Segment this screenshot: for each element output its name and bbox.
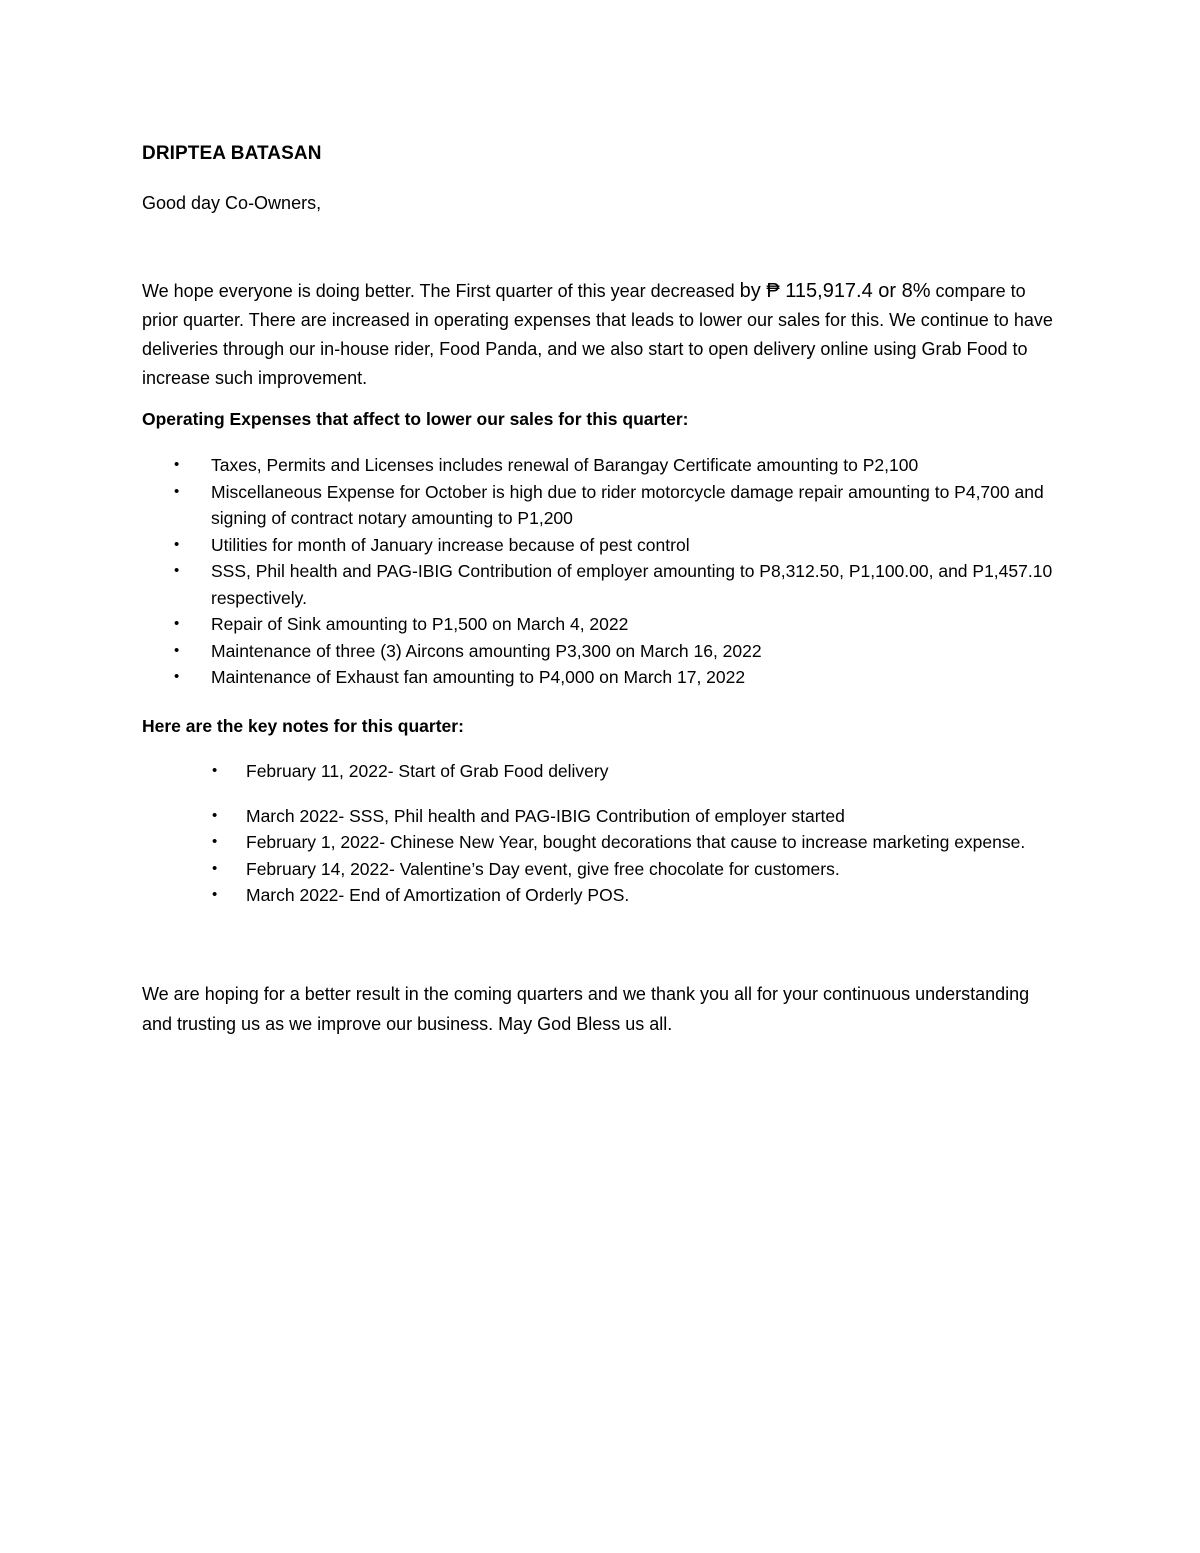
list-item-text: March 2022- SSS, Phil health and PAG-IBIG Contribution of employer started [246,805,845,826]
intro-paragraph [142,277,1062,393]
bullet-icon: • [174,482,180,500]
list-item-text: February 14, 2022- Valentine’s Day event, give free chocolate for customers. [246,858,840,879]
decrease-amount: by ₱ 115,917.4 or 8% [739,280,931,302]
bullet-icon: • [212,806,218,824]
list-item [174,558,1071,611]
document-title: DRIPTEA BATASAN [142,143,322,164]
operating-expenses-list [174,452,1071,691]
list-item-text: Miscellaneous Expense for October is high due to rider motorcycle damage repair amounting to P4,700 and signing of contract notary amounting to P1,200 [211,481,1044,528]
bullet-icon: • [212,762,218,779]
bullet-icon: • [212,833,218,850]
list-item [174,611,1071,638]
list-item [174,452,1071,479]
list-item-text: SSS, Phil health and PAG-IBIG Contribution of employer amounting to P8,312.50, P1,100.00, and P1,457.10 respectively. [211,561,1053,608]
bullet-icon: • [174,615,180,632]
list-item [174,532,1071,559]
bullet-icon: • [174,535,180,553]
intro-text-end: compare to prior quarter. There are increased in operating expenses that leads to lower our sales for this. We continue to have deliveries through our in-house rider, Food Panda, and we also start to open delivery online using Grab Food to increase such improvement. [142,281,1053,388]
list-item-text: February 1, 2022- Chinese New Year, bought decorations that cause to increase marketing expense. [246,832,1026,852]
bullet-icon: • [174,562,180,579]
list-item-text: Taxes, Permits and Licenses includes renewal of Barangay Certificate amounting to P2,100 [211,455,919,475]
list-item-text: February 11, 2022- Start of Grab Food delivery [246,761,609,781]
bullet-icon: • [174,456,180,473]
list-item-text: March 2022- End of Amortization of Orderly POS. [246,885,630,905]
greeting-line: Good day Co-Owners, [142,193,322,213]
bullet-icon: • [212,886,218,903]
list-item [212,829,1066,856]
bullet-icon: • [212,859,218,877]
list-item-text: Repair of Sink amounting to P1,500 on March 4, 2022 [211,614,629,634]
intro-text-start: We hope everyone is doing better. The First quarter of this year decreased [142,281,740,301]
list-item [212,882,1066,909]
list-item-text: Utilities for month of January increase because of pest control [211,534,690,555]
key-notes-heading: Here are the key notes for this quarter: [142,716,464,736]
list-item [174,479,1071,532]
list-item [212,856,1066,883]
list-item [174,638,1071,665]
operating-expenses-heading: Operating Expenses that affect to lower our sales for this quarter: [142,409,689,429]
list-item [212,803,1066,830]
closing-paragraph: We are hoping for a better result in the coming quarters and we thank you all for your continuous understanding and trusting us as we improve our business. May God Bless us all. [142,984,1030,1034]
key-notes-list [212,758,1066,909]
list-item [212,758,1066,785]
bullet-icon: • [174,668,180,685]
bullet-icon: • [174,641,180,659]
list-item-text: Maintenance of three (3) Aircons amounting P3,300 on March 16, 2022 [211,640,762,661]
list-item [174,664,1071,691]
list-item-text: Maintenance of Exhaust fan amounting to P4,000 on March 17, 2022 [211,667,746,687]
